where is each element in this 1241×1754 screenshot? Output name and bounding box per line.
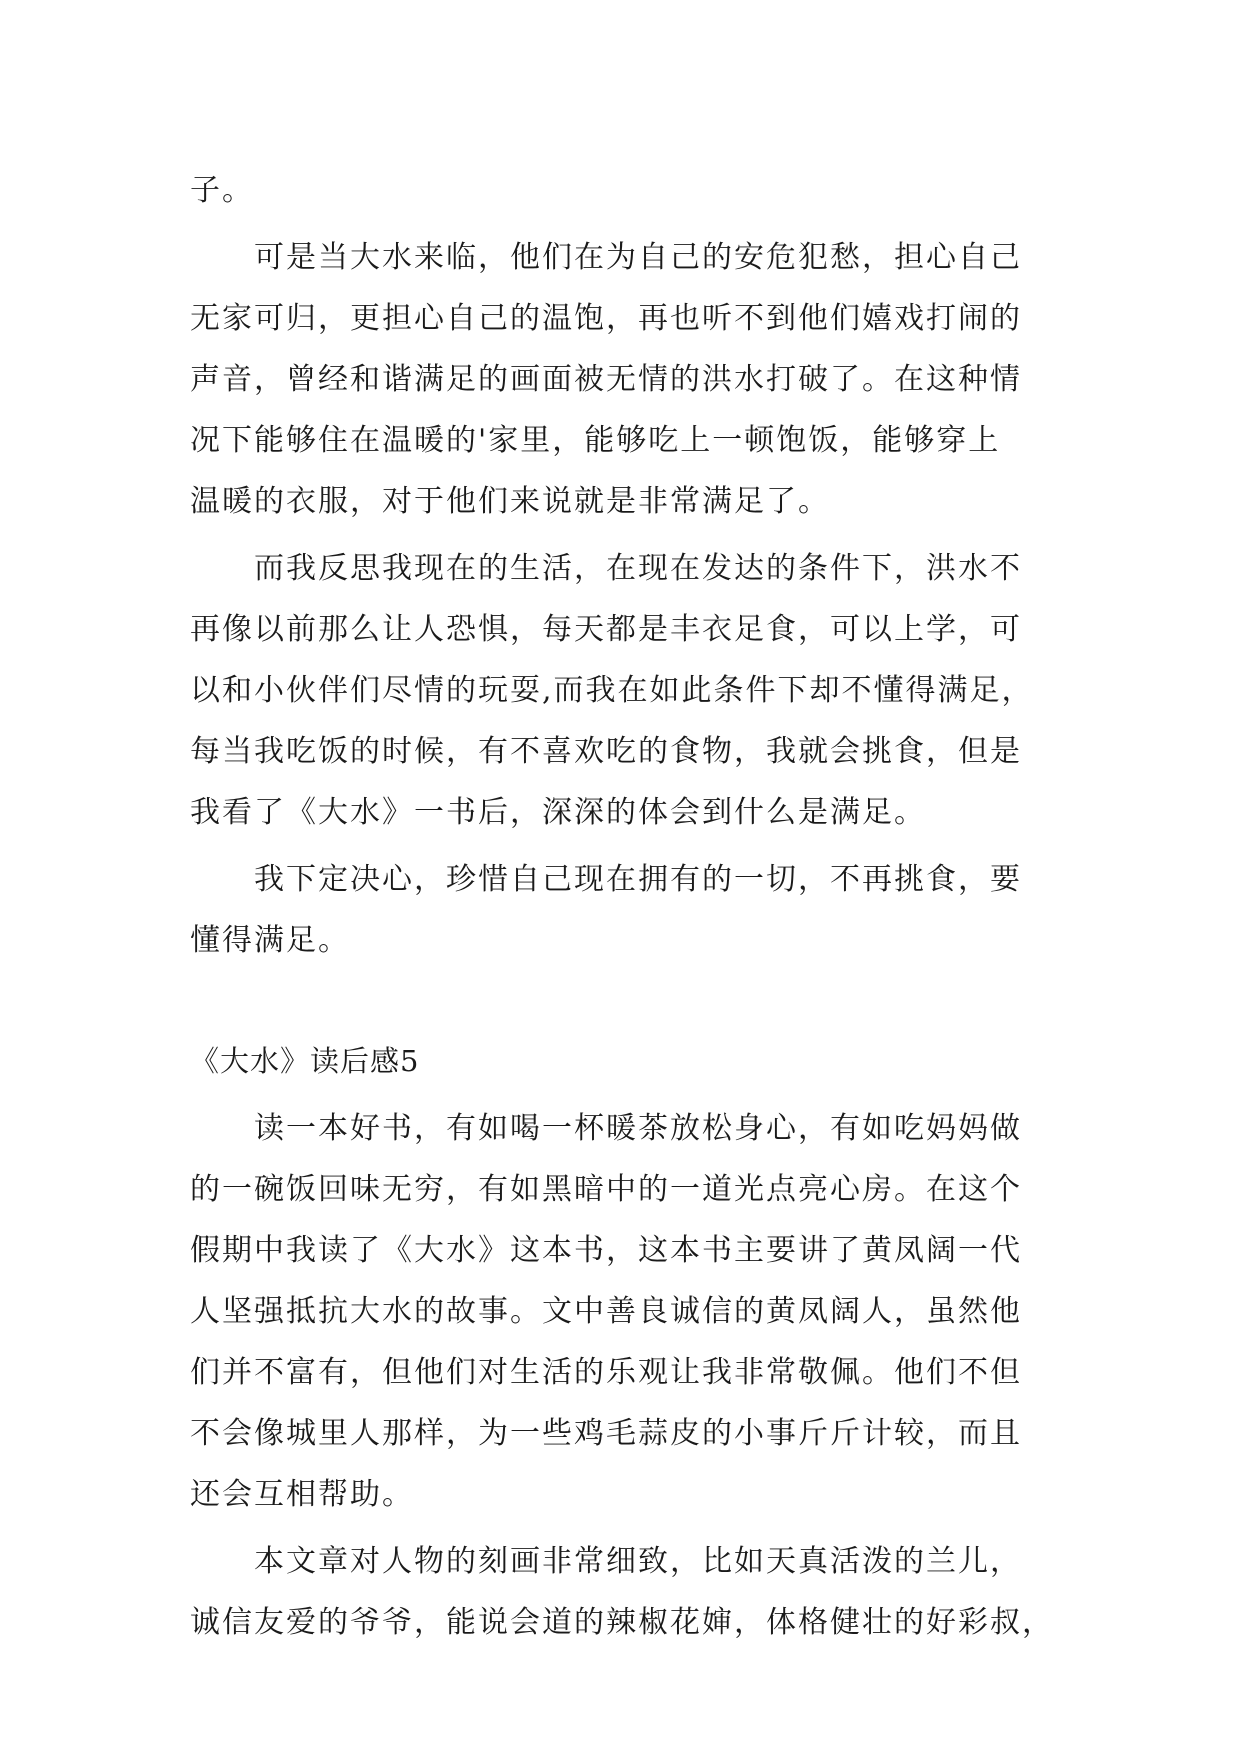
paragraph <box>190 1531 1054 1653</box>
text-line: 而我反思我现在的生活，在现在发达的条件下，洪水不 <box>190 551 1022 586</box>
text-line: 们并不富有，但他们对生活的乐观让我非常敬佩。他们不但 <box>190 1355 1022 1390</box>
text-line: 不会像城里人那样，为一些鸡毛蒜皮的小事斤斤计较，而且 <box>190 1416 1022 1451</box>
paragraph <box>190 1098 1050 1525</box>
paragraph <box>190 849 1050 971</box>
paragraph <box>190 227 1050 532</box>
text-line: 懂得满足。 <box>190 923 350 958</box>
text-line: 子。 <box>190 173 254 208</box>
text-line: 温暖的衣服，对于他们来说就是非常满足了。 <box>190 484 830 519</box>
text-line: 声音，曾经和谐满足的画面被无情的洪水打破了。在这种情 <box>190 362 1022 397</box>
document-body <box>190 160 1054 1653</box>
text-line: 再像以前那么让人恐惧，每天都是丰衣足食，可以上学，可 <box>190 612 1022 647</box>
text-line: 我下定决心，珍惜自己现在拥有的一切，不再挑食，要 <box>190 862 1022 897</box>
text-line: 假期中我读了《大水》这本书，这本书主要讲了黄凤阔一代 <box>190 1233 1022 1268</box>
text-line: 的一碗饭回味无穷，有如黑暗中的一道光点亮心房。在这个 <box>190 1172 1022 1207</box>
text-line: 我看了《大水》一书后，深深的体会到什么是满足。 <box>190 795 926 830</box>
text-line: 读一本好书，有如喝一杯暖茶放松身心，有如吃妈妈做 <box>190 1111 1022 1146</box>
paragraph <box>190 538 1050 843</box>
text-line: 本文章对人物的刻画非常细致，比如天真活泼的兰儿， <box>190 1544 1022 1579</box>
section-title: 《大水》读后感5 <box>190 1044 420 1078</box>
text-line: 可是当大水来临，他们在为自己的安危犯愁，担心自己 <box>190 240 1022 275</box>
text-line: 况下能够住在温暖的'家里，能够吃上一顿饱饭，能够穿上 <box>190 423 1001 458</box>
text-line: 以和小伙伴们尽情的玩耍,而我在如此条件下却不懂得满足， <box>190 673 1034 708</box>
text-line: 每当我吃饭的时候，有不喜欢吃的食物，我就会挑食，但是 <box>190 734 1022 769</box>
text-line: 诚信友爱的爷爷，能说会道的辣椒花婶，体格健壮的好彩叔， <box>190 1605 1054 1640</box>
text-line: 还会互相帮助。 <box>190 1477 414 1512</box>
text-line: 人坚强抵抗大水的故事。文中善良诚信的黄凤阔人，虽然他 <box>190 1294 1022 1329</box>
text-line: 无家可归，更担心自己的温饱，再也听不到他们嬉戏打闹的 <box>190 301 1022 336</box>
